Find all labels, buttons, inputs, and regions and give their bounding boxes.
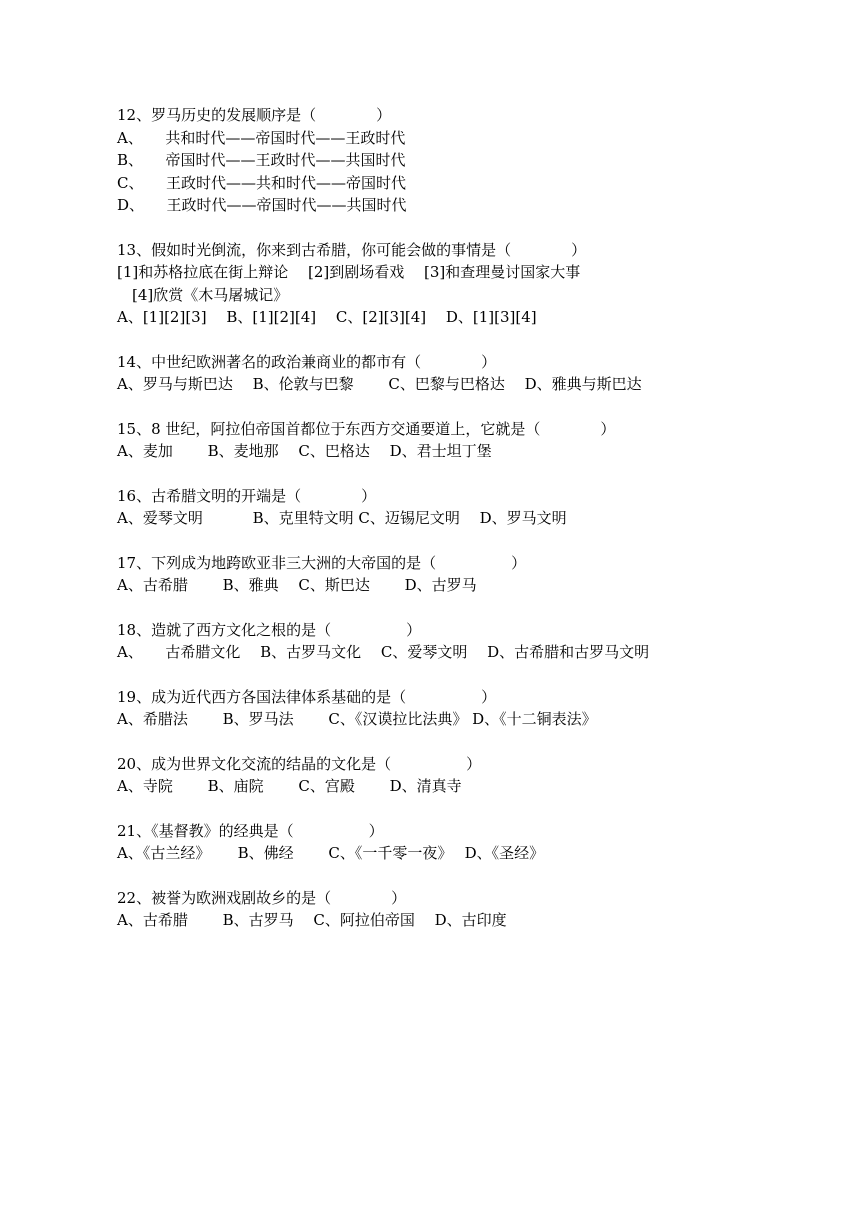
option-line: A、古希腊 B、雅典 C、斯巴达 D、古罗马	[117, 576, 477, 594]
question-13	[117, 239, 817, 329]
statement-line: [1]和苏格拉底在街上辩论 [2]到剧场看戏 [3]和查理曼讨国家大事	[117, 263, 581, 281]
option-line: A、爱琴文明 B、克里特文明 C、迈锡尼文明 D、罗马文明	[117, 509, 567, 527]
question-stem: 21、《基督教》的经典是（ ）	[117, 821, 384, 840]
option-line: A、麦加 B、麦地那 C、巴格达 D、君士坦丁堡	[117, 442, 492, 460]
statement-line: [4]欣赏《木马屠城记》	[117, 285, 289, 304]
question-12	[117, 104, 817, 217]
option-line: B、 帝国时代——王政时代——共国时代	[117, 151, 406, 169]
option-line: D、 王政时代——帝国时代——共国时代	[117, 196, 407, 214]
question-stem: 19、成为近代西方各国法律体系基础的是（ ）	[117, 687, 497, 706]
option-line: A、寺院 B、庙院 C、宫殿 D、清真寺	[117, 777, 462, 795]
option-line: A、[1][2][3] B、[1][2][4] C、[2][3][4] D、[1][3][4]	[117, 308, 537, 326]
option-line: A、罗马与斯巴达 B、伦敦与巴黎 C、巴黎与巴格达 D、雅典与斯巴达	[117, 375, 642, 393]
question-stem: 16、古希腊文明的开端是（ ）	[117, 486, 377, 505]
question-15	[117, 418, 817, 463]
question-stem: 22、被誉为欧洲戏剧故乡的是（ ）	[117, 888, 407, 907]
question-stem: 14、中世纪欧洲著名的政治兼商业的都市有（ ）	[117, 352, 497, 371]
question-17	[117, 552, 817, 597]
question-19	[117, 686, 817, 731]
question-14	[117, 351, 817, 396]
question-stem: 20、成为世界文化交流的结晶的文化是（ ）	[117, 754, 482, 773]
option-line: C、 王政时代——共和时代——帝国时代	[117, 173, 406, 192]
question-22	[117, 887, 817, 932]
worksheet	[117, 104, 817, 954]
question-stem: 17、下列成为地跨欧亚非三大洲的大帝国的是（ ）	[117, 553, 527, 572]
option-line: A、《古兰经》 B、佛经 C、《一千零一夜》 D、《圣经》	[117, 844, 545, 862]
question-stem: 15、8 世纪，阿拉伯帝国首都位于东西方交通要道上，它就是（ ）	[117, 419, 616, 438]
question-stem: 18、造就了西方文化之根的是（ ）	[117, 620, 422, 639]
option-line: A、 共和时代——帝国时代——王政时代	[117, 128, 406, 147]
question-stem: 12、罗马历史的发展顺序是（ ）	[117, 106, 392, 124]
question-18	[117, 619, 817, 664]
question-20	[117, 753, 817, 798]
option-line: A、古希腊 B、古罗马 C、阿拉伯帝国 D、古印度	[117, 911, 507, 929]
option-line: A、希腊法 B、罗马法 C、《汉谟拉比法典》 D、《十二铜表法》	[117, 710, 597, 728]
question-stem: 13、假如时光倒流，你来到古希腊，你可能会做的事情是（ ）	[117, 240, 587, 259]
option-line: A、 古希腊文化 B、古罗马文化 C、爱琴文明 D、古希腊和古罗马文明	[117, 643, 650, 661]
question-21	[117, 820, 817, 865]
question-16	[117, 485, 817, 530]
